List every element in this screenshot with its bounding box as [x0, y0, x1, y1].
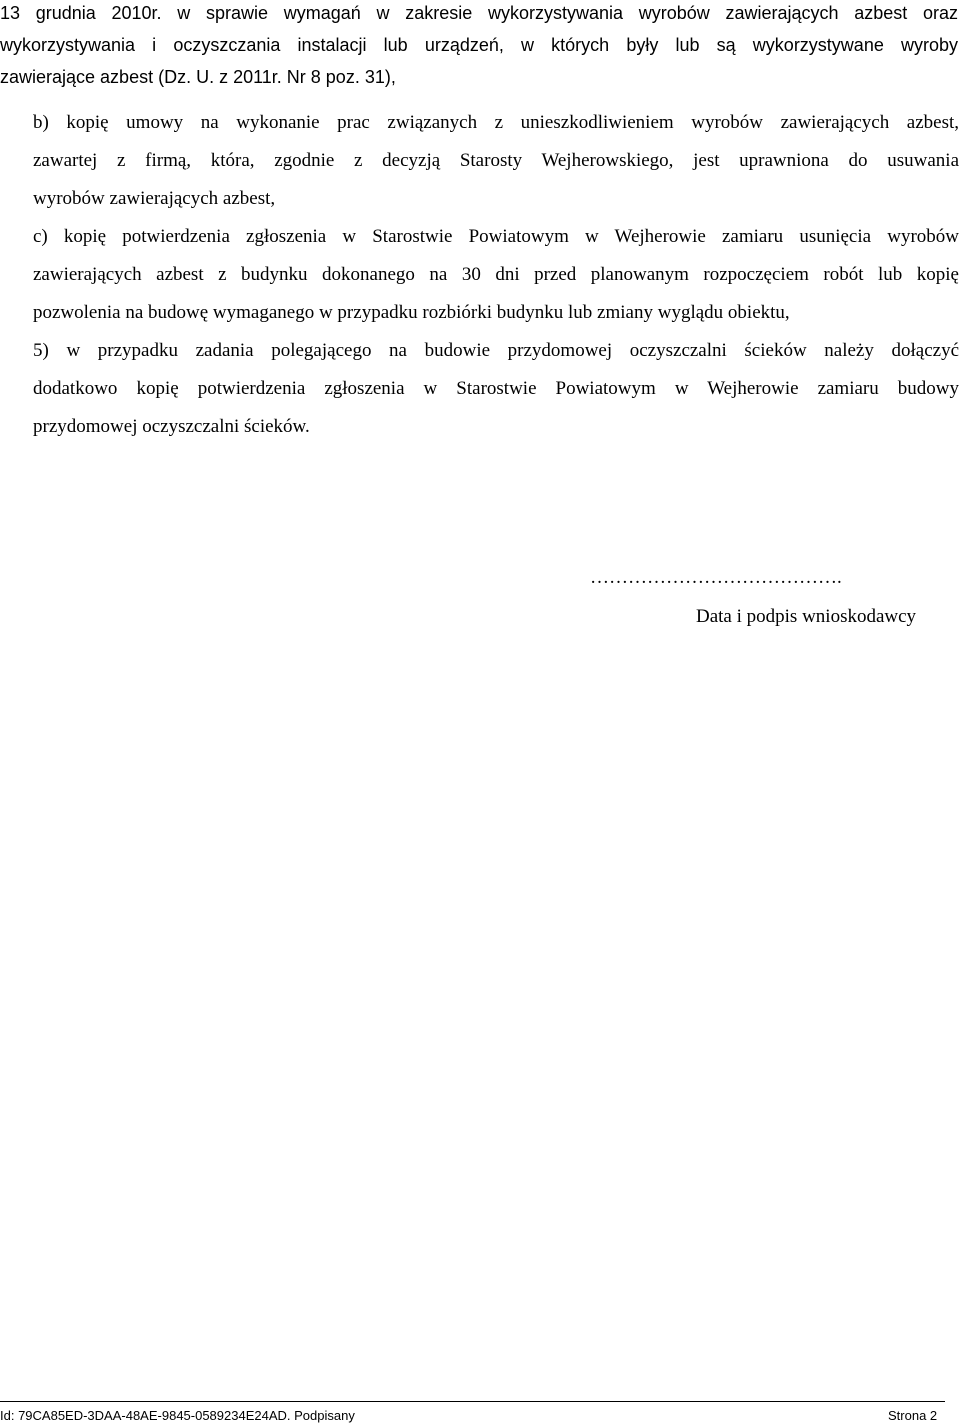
- signature-label: Data i podpis wnioskodawcy: [696, 606, 917, 627]
- footer-divider: [0, 1401, 945, 1402]
- footer-document-id: Id: 79CA85ED-3DAA-48AE-9845-0589234E24AD. Podpisany: [0, 1408, 355, 1423]
- footer-page-number: Strona 2: [888, 1408, 938, 1423]
- text-line: b) kopię umowy na wykonanie prac związanych z unieszkodliwieniem wyrobów zawierających azbest,: [33, 112, 959, 133]
- paragraph-b: [33, 104, 959, 218]
- text-line: 5) w przypadku zadania polegającego na budowie przydomowej oczyszczalni ścieków należy dołączyć: [33, 340, 959, 361]
- text-line: wyrobów zawierających azbest,: [33, 188, 276, 209]
- text-line: zawierające azbest (Dz. U. z 2011r. Nr 8 poz. 31),: [0, 67, 396, 87]
- text-line: wykorzystywania i oczyszczania instalacji lub urządzeń, w których były lub są wykorzystywane wyroby: [0, 35, 958, 55]
- text-line: pozwolenia na budowę wymaganego w przypadku rozbiórki budynku lub zmiany wyglądu obiektu,: [33, 302, 790, 323]
- text-line: zawartej z firmą, która, zgodnie z decyzją Starosty Wejherowskiego, jest uprawniona do usuwania: [33, 150, 959, 171]
- text-line: 13 grudnia 2010r. w sprawie wymagań w zakresie wykorzystywania wyrobów zawierających azbest oraz: [0, 3, 958, 23]
- text-line: przydomowej oczyszczalni ścieków.: [33, 416, 310, 437]
- paragraph-5: [33, 332, 959, 446]
- signature-dots: ………………………………….: [590, 567, 842, 588]
- text-line: c) kopię potwierdzenia zgłoszenia w Starostwie Powiatowym w Wejherowie zamiaru usunięcia wyrobów: [33, 226, 959, 247]
- text-line: zawierających azbest z budynku dokonanego na 30 dni przed planowanym rozpoczęciem robót lub kopię: [33, 264, 959, 285]
- intro-paragraph: [0, 0, 958, 96]
- text-line: dodatkowo kopię potwierdzenia zgłoszenia w Starostwie Powiatowym w Wejherowie zamiaru budowy: [33, 378, 959, 399]
- paragraph-c: [33, 218, 959, 332]
